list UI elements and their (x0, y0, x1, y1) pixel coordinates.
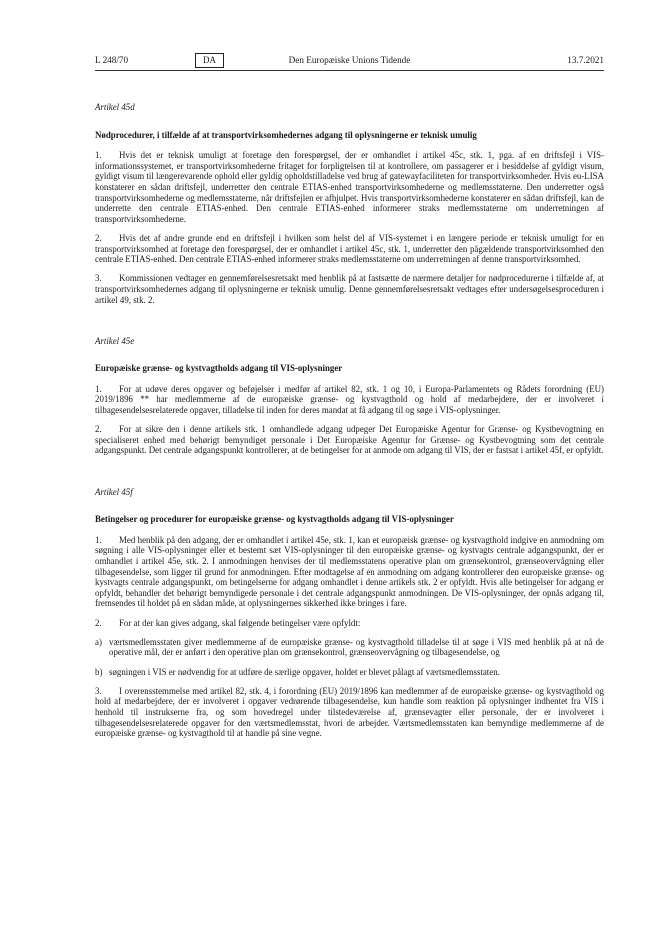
paragraph-number: 3. (95, 685, 102, 696)
paragraph-text: For at der kan gives adgang, skal følgende betingelser være opfyldt: (119, 617, 361, 628)
list-item (95, 667, 604, 678)
paragraph (95, 150, 604, 224)
paragraph-text: For at sikre den i denne artikels stk. 1 omhandlede adgang udpeger Det Europæiske Agentur for Grænse- og Kystbevogtning en specialiseret enhed med behørigt bemyndiget personale i Det Europæiske Agentur for Grænse- og Kystbevogtning som det centrale adgangspunkt. Det centrale adgangspunkt kontrollerer, at de betingelser for at anmode om adgang til VIS, der er fastsat i artikel 45f, er opfyldt. (95, 424, 604, 456)
paragraph-number: 2. (95, 232, 102, 243)
list-item-text: værtsmedlemsstaten giver medlemmerne af de europæiske grænse- og kystvagthold tilladelse til at søge i VIS med henblik på at nå de operative mål, der er anført i den operative plan om grænsekontrol, grænseovervågning og tilbagesendelse, og (109, 636, 604, 658)
paragraph-text: Kommissionen vedtager en gennemførelsesretsakt med henblik på at fastsætte de nærmere detaljer for nødprocedurerne i tilfælde af, at transportvirksomhedernes adgang til oplysningerne er teknisk umulig. Denne gennemførelsesretsakt vedtages efter undersøgelsesproceduren i artikel 49, stk. 2. (95, 273, 604, 305)
article-number: Artikel 45f (95, 486, 133, 497)
list-item-label: a) (95, 636, 102, 647)
page-number: L 248/70 (95, 55, 129, 65)
paragraph-text: Med henblik på den adgang, der er omhandlet i artikel 45e, stk. 1, kan et europæisk grænse- og kystvagthold indgive en anmodning om søgning i alle VIS-oplysninger eller et bestemt sæt VIS-oplysninger til den europæiske grænse- og kystvagts centrale adgangspunkt, der er omhandlet i artikel 45e, stk. 2. I anmodningen henvises der til medlemsstatens operative plan om grænsekontrol, grænseovervågning eller tilbagesendelse, som ligger til grund for anmodningen. Efter modtagelse af en anmodning om adgang kontrollerer den europæiske grænse- og kystvagts centrale adgangspunkt, om betingelserne for adgang omhandlet i denne artikels stk. 2 er opfyldt. Hvis alle betingelser for adgang er opfyldt, behandler det behørigt bemyndigede personale i det centrale adgangspunkt anmodningen. De VIS-oplysninger, der opnås adgang til, fremsendes til holdet på en sådan måde, at oplysningernes sikkerhed ikke bringes i fare. (95, 534, 604, 609)
journal-title: Den Europæiske Unions Tidende (288, 55, 411, 65)
article-title: Nødprocedurer, i tilfælde af at transportvirksomhedernes adgang til oplysningerne er teknisk umulig (95, 129, 477, 140)
paragraph-number: 1. (95, 150, 102, 161)
article-number: Artikel 45e (95, 335, 135, 346)
paragraph-number: 2. (95, 424, 102, 435)
paragraph (95, 618, 604, 629)
paragraph-text: For at udøve deres opgaver og beføjelser i medfør af artikel 82, stk. 1 og 10, i Europa-Parlamentets og Rådets forordning (EU) 2019/1896 ** har medlemmerne af de europæiske grænse- og kystvagthold og hold af medarbejdere, der er involveret i tilbagesendelsesrelaterede opgaver, tilladelse til inden for deres mandat at få adgang til og søge i VIS-oplysninger. (95, 383, 604, 416)
list-item-label: b) (95, 666, 103, 677)
article-title: Europæiske grænse- og kystvagtholds adgang til VIS-oplysninger (95, 363, 343, 374)
publication-date: 13.7.2021 (567, 55, 604, 65)
article-number: Artikel 45d (95, 102, 135, 112)
paragraph (95, 384, 604, 416)
paragraph-number: 1. (95, 383, 102, 394)
paragraph (95, 273, 604, 305)
paragraph-text: Hvis det er teknisk umuligt at foretage den forespørgsel, der er omhandlet i artikel 45c, stk. 1, pga. af en driftsfejl i VIS-informationssystemet, er transportvirksomhederne fritaget for forpligtelsen til at kontrollere, om passagerer er i besiddelse af gyldigt visum, gyldigt visum til længerevarende ophold eller gyldig opholdstilladelse ved brug af gatewayfaciliteten for transportvirksomheder. Hvis eu-LISA konstaterer en sådan driftsfejl, underretter den centrale ETIAS-enhed transportvirksomhederne og medlemsstaterne. Den underretter også transportvirksomhederne og medlemsstaterne, når driftsfejlen er afhjulpet. Hvis transportvirksomhederne konstaterer en sådan driftsfejl, kan de underrette den centrale ETIAS-enhed. Den centrale ETIAS-enhed informerer straks medlemsstaterne om underretningen af transportvirksomhederne. (95, 150, 604, 224)
paragraph (95, 424, 604, 456)
paragraph (95, 686, 604, 739)
paragraph-text: Hvis det af andre grunde end en driftsfejl i hvilken som helst del af VIS-systemet i en længere periode er teknisk umuligt for en transportvirksomhed at foretage den forespørgsel, der er omhandlet i artikel 45c, stk. 1, underretter den pågældende transportvirksomhed den centrale ETIAS-enhed. Den centrale ETIAS-enhed informerer straks medlemsstaterne om underretningen af denne transportvirksomhed. (95, 232, 604, 265)
paragraph-number: 1. (95, 534, 102, 545)
paragraph-number: 2. (95, 617, 102, 628)
header-divider (95, 70, 604, 71)
paragraph (95, 233, 604, 265)
language-badge: DA (195, 53, 224, 68)
list-item (95, 637, 604, 658)
paragraph-number: 3. (95, 273, 102, 284)
document-body (95, 92, 604, 747)
list-item-text: søgningen i VIS er nødvendig for at udføre de særlige opgaver, holdet er blevet pålagt af værtsmedlemsstaten. (109, 666, 500, 677)
article-title: Betingelser og procedurer for europæiske grænse- og kystvagtholds adgang til VIS-oplysninger (95, 514, 454, 525)
paragraph (95, 535, 604, 609)
page-header (95, 55, 604, 69)
paragraph-text: I overensstemmelse med artikel 82, stk. 4, i forordning (EU) 2019/1896 kan medlemmer af de europæiske grænse- og kystvagthold og hold af medarbejdere, der er involveret i opgaver vedrørende tilbagesendelse, kun handle som reaktion på oplysninger indhentet fra VIS i henhold til instrukserne fra, og som hovedregel under tilstedeværelse af, grænsevagter eller personale, der er involveret i tilbagesendelsesrelaterede opgaver for den værtsmedlemsstat, hvori de arbejder. Værtsmedlemsstaten kan bemyndige medlemmerne af de europæiske grænse- og kystvagthold til at handle på sine vegne. (95, 685, 604, 739)
